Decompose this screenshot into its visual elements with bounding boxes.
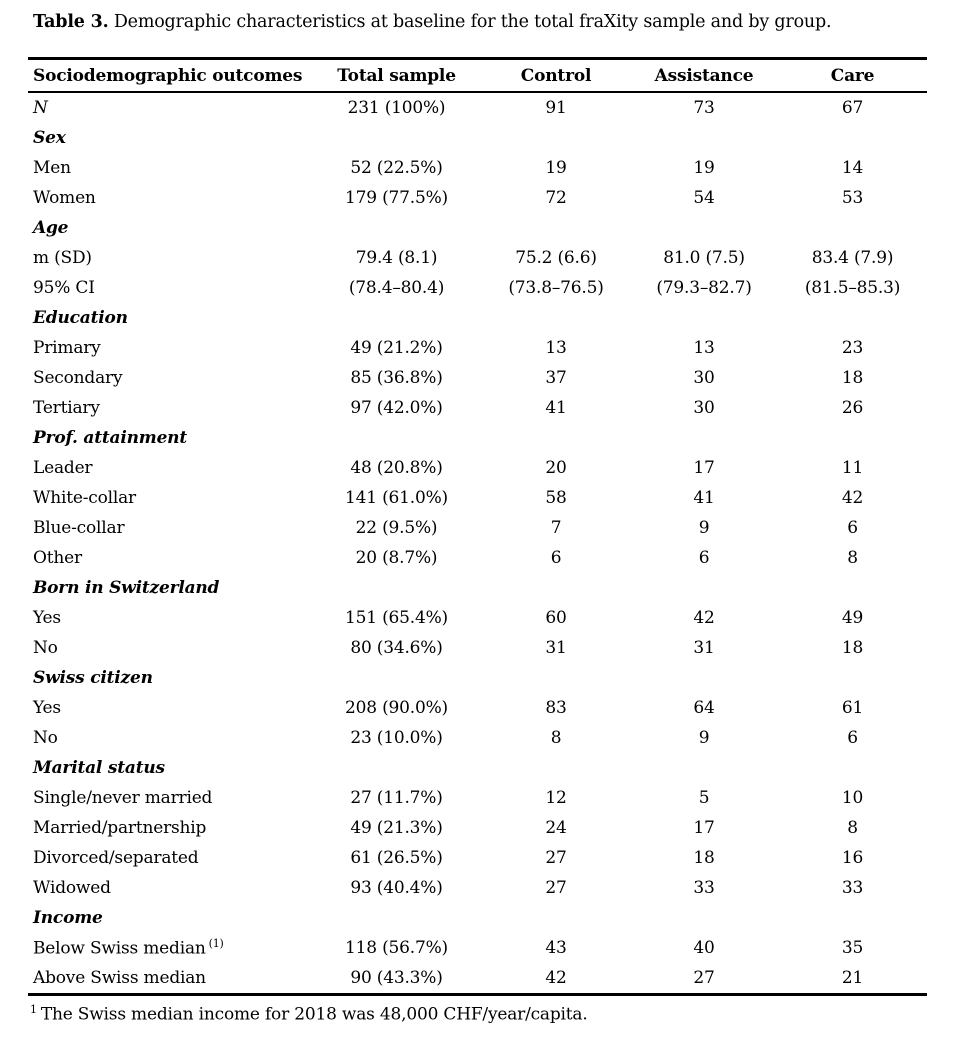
cell-value: 31 <box>693 638 715 658</box>
cell-value <box>630 213 778 243</box>
cell-value: 41 <box>693 488 715 508</box>
row-label: No <box>33 728 58 748</box>
cell-value: 208 (90.0%) <box>345 698 448 718</box>
table-caption-label: Table 3. <box>33 12 109 32</box>
cell-value: 49 <box>841 608 864 628</box>
cell-value: (73.8–76.5) <box>508 278 604 298</box>
cell-value: 23 <box>841 338 864 358</box>
cell-value: 41 <box>545 398 567 418</box>
cell-value: 64 <box>693 698 715 718</box>
cell-value: 8 <box>550 728 562 748</box>
table-row <box>28 963 927 995</box>
cell-value: 24 <box>545 818 567 838</box>
cell-value: 42 <box>841 488 864 508</box>
cell-value: 61 (26.5%) <box>350 848 443 868</box>
table-row <box>28 273 927 303</box>
cell-value: 91 <box>545 98 567 118</box>
cell-value: 67 <box>841 98 864 118</box>
column-header-care: Care <box>830 65 875 86</box>
cell-value <box>311 663 482 693</box>
cell-value: 20 <box>545 458 567 478</box>
cell-value: 42 <box>545 968 567 988</box>
cell-value <box>311 573 482 603</box>
cell-value: 9 <box>698 728 710 748</box>
table-row <box>28 633 927 663</box>
cell-value: 37 <box>545 368 567 388</box>
row-label: Men <box>33 158 71 178</box>
section-row <box>28 303 927 333</box>
table-row <box>28 153 927 183</box>
cell-value: 18 <box>841 638 864 658</box>
table-row <box>28 92 927 123</box>
cell-value: 19 <box>545 158 567 178</box>
cell-value <box>311 213 482 243</box>
row-label: Tertiary <box>33 398 100 418</box>
table-row <box>28 543 927 573</box>
cell-value <box>778 753 927 783</box>
cell-value: 11 <box>841 458 864 478</box>
cell-value: 53 <box>841 188 864 208</box>
footnote-text: The Swiss median income for 2018 was 48,000 CHF/year/capita. <box>40 1004 588 1025</box>
table-row <box>28 453 927 483</box>
cell-value: 58 <box>545 488 567 508</box>
cell-value: 97 (42.0%) <box>350 398 443 418</box>
table-caption-text: Demographic characteristics at baseline for the total fraXity sample and by group. <box>108 12 832 32</box>
cell-value: 151 (65.4%) <box>345 608 448 628</box>
row-label: Swiss citizen <box>33 668 153 688</box>
cell-value <box>778 123 927 153</box>
row-label: Prof. attainment <box>33 428 187 448</box>
row-label: Widowed <box>33 878 111 898</box>
table-row <box>28 933 927 963</box>
cell-value <box>778 573 927 603</box>
cell-value: 118 (56.7%) <box>345 938 448 958</box>
row-label: Women <box>33 188 96 208</box>
cell-value <box>482 663 630 693</box>
row-label: Single/never married <box>33 788 213 808</box>
cell-value: 79.4 (8.1) <box>355 248 438 268</box>
cell-value <box>778 303 927 333</box>
column-header-outcomes: Sociodemographic outcomes <box>33 65 303 86</box>
cell-value: 35 <box>841 938 864 958</box>
footnote-marker: 1 <box>30 1003 37 1016</box>
cell-value: 13 <box>693 338 715 358</box>
section-row <box>28 663 927 693</box>
cell-value <box>630 303 778 333</box>
row-label: 95% CI <box>33 278 95 298</box>
cell-value <box>482 753 630 783</box>
table-row <box>28 333 927 363</box>
cell-value <box>311 123 482 153</box>
cell-value: 179 (77.5%) <box>345 188 448 208</box>
cell-value <box>630 573 778 603</box>
cell-value: 6 <box>847 518 858 538</box>
row-label: Age <box>33 218 69 238</box>
cell-value: 49 (21.2%) <box>350 338 443 358</box>
table-row <box>28 843 927 873</box>
row-label-footnote-marker: (1) <box>208 937 224 951</box>
cell-value <box>630 123 778 153</box>
cell-value <box>630 423 778 453</box>
cell-value <box>311 303 482 333</box>
cell-value <box>311 753 482 783</box>
column-header-assistance: Assistance <box>654 65 754 86</box>
cell-value: 7 <box>550 518 562 538</box>
row-label: Divorced/separated <box>33 848 199 868</box>
section-row <box>28 423 927 453</box>
cell-value: 6 <box>550 548 562 568</box>
cell-value: 93 (40.4%) <box>350 878 443 898</box>
table-row <box>28 603 927 633</box>
cell-value <box>778 423 927 453</box>
row-label: Blue-collar <box>33 518 125 538</box>
row-label: Married/partnership <box>33 818 207 838</box>
cell-value <box>778 213 927 243</box>
cell-value: 49 (21.3%) <box>350 818 443 838</box>
row-label: Born in Switzerland <box>33 578 220 598</box>
section-row <box>28 903 927 933</box>
table-row <box>28 483 927 513</box>
cell-value: 13 <box>545 338 567 358</box>
cell-value: (78.4–80.4) <box>348 278 445 298</box>
cell-value: 21 <box>841 968 864 988</box>
cell-value: 60 <box>545 608 567 628</box>
cell-value: 83.4 (7.9) <box>811 248 894 268</box>
table-row <box>28 363 927 393</box>
table-row <box>28 393 927 423</box>
cell-value: 40 <box>693 938 715 958</box>
row-label: Income <box>33 908 103 928</box>
cell-value <box>482 303 630 333</box>
cell-value <box>482 213 630 243</box>
row-label: Education <box>33 308 128 328</box>
section-row <box>28 753 927 783</box>
cell-value: 31 <box>545 638 567 658</box>
cell-value: 27 (11.7%) <box>350 788 443 808</box>
table-caption <box>33 9 958 36</box>
cell-value: 6 <box>847 728 858 748</box>
row-label: N <box>33 98 48 118</box>
cell-value: 16 <box>841 848 864 868</box>
cell-value: 5 <box>698 788 710 808</box>
table-row <box>28 873 927 903</box>
cell-value: 6 <box>698 548 710 568</box>
footnote <box>30 1003 958 1025</box>
row-label: No <box>33 638 58 658</box>
table-row <box>28 723 927 753</box>
row-label: Leader <box>33 458 93 478</box>
cell-value: 10 <box>841 788 864 808</box>
table-row <box>28 243 927 273</box>
demographics-table <box>28 57 927 996</box>
cell-value <box>482 573 630 603</box>
table-row <box>28 693 927 723</box>
cell-value: 22 (9.5%) <box>355 518 438 538</box>
row-label: Primary <box>33 338 101 358</box>
cell-value: 73 <box>693 98 715 118</box>
cell-value: 85 (36.8%) <box>350 368 443 388</box>
row-label: Sex <box>33 128 66 148</box>
cell-value: 54 <box>693 188 715 208</box>
table-row <box>28 513 927 543</box>
cell-value: 17 <box>693 458 715 478</box>
cell-value: 17 <box>693 818 715 838</box>
section-row <box>28 123 927 153</box>
cell-value: 141 (61.0%) <box>345 488 448 508</box>
cell-value: 72 <box>545 188 567 208</box>
cell-value: 42 <box>693 608 715 628</box>
cell-value: 80 (34.6%) <box>350 638 443 658</box>
row-label: Above Swiss median <box>33 968 206 988</box>
column-header-control: Control <box>520 65 592 86</box>
cell-value: 52 (22.5%) <box>350 158 443 178</box>
cell-value: 26 <box>841 398 864 418</box>
table-row <box>28 183 927 213</box>
row-label: m (SD) <box>33 248 92 268</box>
cell-value <box>311 423 482 453</box>
cell-value <box>630 753 778 783</box>
cell-value: (79.3–82.7) <box>656 278 752 298</box>
cell-value: 8 <box>847 818 858 838</box>
cell-value: 75.2 (6.6) <box>515 248 597 268</box>
cell-value: 19 <box>693 158 715 178</box>
cell-value: 30 <box>693 398 715 418</box>
row-label: Below Swiss median $^{(1)}$ <box>33 937 224 959</box>
cell-value: 27 <box>545 878 567 898</box>
cell-value: 43 <box>545 938 567 958</box>
cell-value: 18 <box>693 848 715 868</box>
table-row <box>28 783 927 813</box>
cell-value: 33 <box>841 878 864 898</box>
cell-value: 61 <box>841 698 864 718</box>
cell-value <box>778 903 927 933</box>
header-row <box>28 59 927 93</box>
cell-value <box>482 123 630 153</box>
row-label: White-collar <box>33 488 136 508</box>
section-row <box>28 213 927 243</box>
cell-value <box>311 903 482 933</box>
cell-value: 23 (10.0%) <box>350 728 443 748</box>
cell-value <box>482 423 630 453</box>
cell-value: 27 <box>693 968 715 988</box>
cell-value: 30 <box>693 368 715 388</box>
row-label: Yes <box>33 608 61 628</box>
row-label: Other <box>33 548 82 568</box>
cell-value <box>630 663 778 693</box>
cell-value <box>630 903 778 933</box>
cell-value: 8 <box>847 548 858 568</box>
cell-value: 12 <box>545 788 567 808</box>
cell-value: 18 <box>841 368 864 388</box>
cell-value: (81.5–85.3) <box>804 278 901 298</box>
row-label: Yes <box>33 698 61 718</box>
cell-value: 231 (100%) <box>347 98 446 118</box>
cell-value: 48 (20.8%) <box>350 458 443 478</box>
table-row <box>28 813 927 843</box>
section-row <box>28 573 927 603</box>
cell-value <box>482 903 630 933</box>
cell-value: 9 <box>698 518 710 538</box>
column-header-total-sample: Total sample <box>337 65 456 86</box>
cell-value: 27 <box>545 848 567 868</box>
cell-value: 83 <box>545 698 567 718</box>
cell-value <box>778 663 927 693</box>
row-label: Marital status <box>33 758 165 778</box>
row-label: Secondary <box>33 368 123 388</box>
cell-value: 81.0 (7.5) <box>663 248 745 268</box>
table-body <box>28 92 927 995</box>
cell-value: 20 (8.7%) <box>355 548 438 568</box>
cell-value: 14 <box>841 158 864 178</box>
cell-value: 33 <box>693 878 715 898</box>
cell-value: 90 (43.3%) <box>350 968 443 988</box>
